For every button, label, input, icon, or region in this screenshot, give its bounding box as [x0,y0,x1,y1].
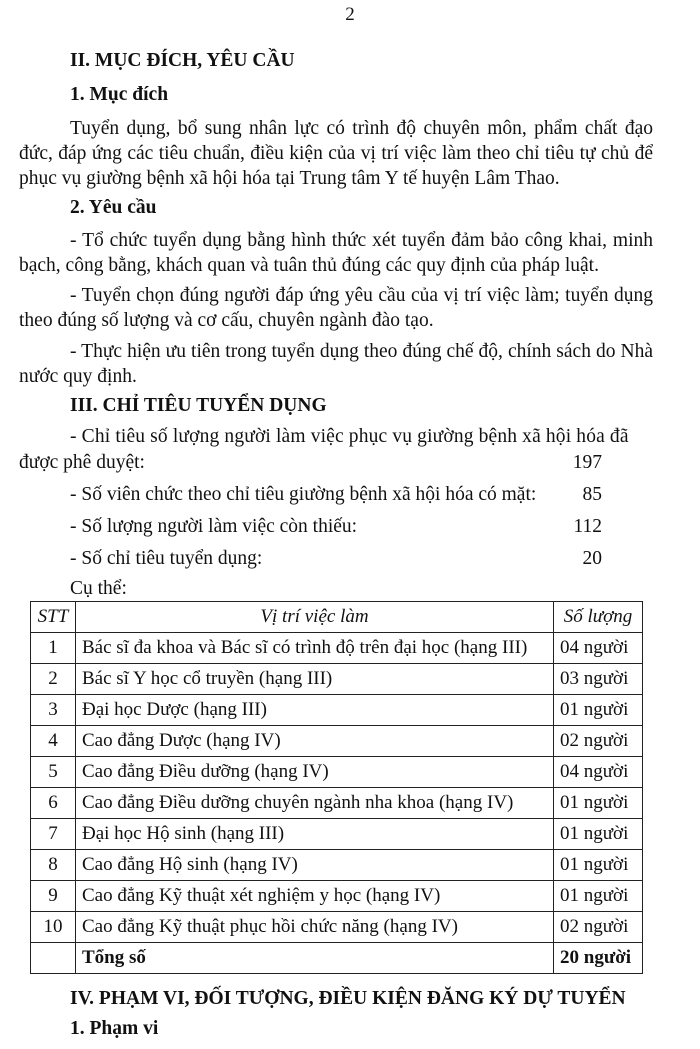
row-stt: 9 [31,881,76,912]
row-quantity: 01 người [554,819,643,850]
approved-quota-line [70,426,654,448]
table-row [31,788,643,819]
row-stt: 10 [31,912,76,943]
total-label: Tổng số [76,943,554,974]
row-position: Cao đẳng Điều dưỡng chuyên ngành nha khoa (hạng IV) [76,788,554,819]
missing-staff-value: 112 [573,516,602,537]
row-quantity: 03 người [554,664,643,695]
row-quantity: 01 người [554,788,643,819]
scope-heading: 1. Phạm vi [70,1018,159,1039]
row-stt: 6 [31,788,76,819]
header-quantity: Số lượng [554,602,643,633]
recruitment-quota-label: - Số chỉ tiêu tuyển dụng: [70,548,263,569]
row-quantity: 01 người [554,850,643,881]
missing-staff-label: - Số lượng người làm việc còn thiếu: [70,516,358,537]
row-quantity: 01 người [554,695,643,726]
row-stt: 5 [31,757,76,788]
row-stt: 3 [31,695,76,726]
purpose-paragraph: Tuyển dụng, bổ sung nhân lực có trình độ chuyên môn, phẩm chất đạo đức, đáp ứng các tiêu chuẩn, điều kiện của vị trí việc làm theo chỉ tiêu tự chủ để phục vụ giường bệnh xã hội hóa tại Trung tâm Y tế huyện Lâm Thao. [19,118,653,189]
row-stt: 7 [31,819,76,850]
row-position: Đại học Dược (hạng III) [76,695,554,726]
row-quantity: 02 người [554,726,643,757]
recruitment-table [30,601,643,974]
header-position: Vị trí việc làm [76,602,554,633]
table-total-row [31,943,643,974]
page-number: 2 [345,4,355,25]
row-quantity: 04 người [554,633,643,664]
row-position: Bác sĩ Y học cổ truyền (hạng III) [76,664,554,695]
section-3-heading: III. CHỈ TIÊU TUYỂN DỤNG [70,395,327,416]
row-position: Cao đẳng Điều dưỡng (hạng IV) [76,757,554,788]
recruitment-quota-value: 20 [582,548,602,569]
detail-label: Cụ thể: [70,578,127,599]
present-staff-value: 85 [582,484,602,505]
section-4-heading: IV. PHẠM VI, ĐỐI TƯỢNG, ĐIỀU KIỆN ĐĂNG KÝ DỰ TUYỂN [70,988,626,1009]
row-position: Cao đẳng Hộ sinh (hạng IV) [76,850,554,881]
table-row [31,912,643,943]
requirements-heading: 2. Yêu cầu [70,197,157,218]
row-stt: 2 [31,664,76,695]
missing-staff-line [70,516,602,538]
table-row [31,757,643,788]
row-quantity: 04 người [554,757,643,788]
row-position: Cao đẳng Dược (hạng IV) [76,726,554,757]
table-row [31,664,643,695]
section-2-heading: II. MỤC ĐÍCH, YÊU CẦU [70,50,295,71]
table-row [31,695,643,726]
table-header-row [31,602,643,633]
table-row [31,726,643,757]
row-stt: 1 [31,633,76,664]
approved-quota-label-2: được phê duyệt: [19,452,145,473]
present-staff-line [70,484,602,506]
approved-quota-line-2 [19,452,602,474]
row-position: Cao đẳng Kỹ thuật xét nghiệm y học (hạng IV) [76,881,554,912]
row-position: Đại học Hộ sinh (hạng III) [76,819,554,850]
requirement-1: - Tổ chức tuyển dụng bằng hình thức xét tuyển đảm bảo công khai, minh bạch, công bằng, khách quan và tuân thủ đúng các quy định của pháp luật. [19,230,653,276]
header-stt: STT [31,602,76,633]
row-quantity: 02 người [554,912,643,943]
approved-quota-value: 197 [572,452,602,473]
purpose-heading: 1. Mục đích [70,84,169,105]
table-row [31,633,643,664]
row-stt: 8 [31,850,76,881]
row-position: Bác sĩ đa khoa và Bác sĩ có trình độ trên đại học (hạng III) [76,633,554,664]
approved-quota-label: - Chỉ tiêu số lượng người làm việc phục vụ giường bệnh xã hội hóa đã [70,426,629,447]
row-stt: 4 [31,726,76,757]
table-row [31,850,643,881]
total-empty-cell [31,943,76,974]
row-quantity: 01 người [554,881,643,912]
table-row [31,819,643,850]
recruitment-quota-line [70,548,602,570]
total-value: 20 người [554,943,643,974]
present-staff-label: - Số viên chức theo chỉ tiêu giường bệnh xã hội hóa có mặt: [70,484,537,505]
table-row [31,881,643,912]
requirement-3: - Thực hiện ưu tiên trong tuyển dụng theo đúng chế độ, chính sách do Nhà nước quy định. [19,341,653,387]
row-position: Cao đẳng Kỹ thuật phục hồi chức năng (hạng IV) [76,912,554,943]
requirement-2: - Tuyển chọn đúng người đáp ứng yêu cầu của vị trí việc làm; tuyển dụng theo đúng số lượng và cơ cấu, chuyên ngành đào tạo. [19,285,653,331]
